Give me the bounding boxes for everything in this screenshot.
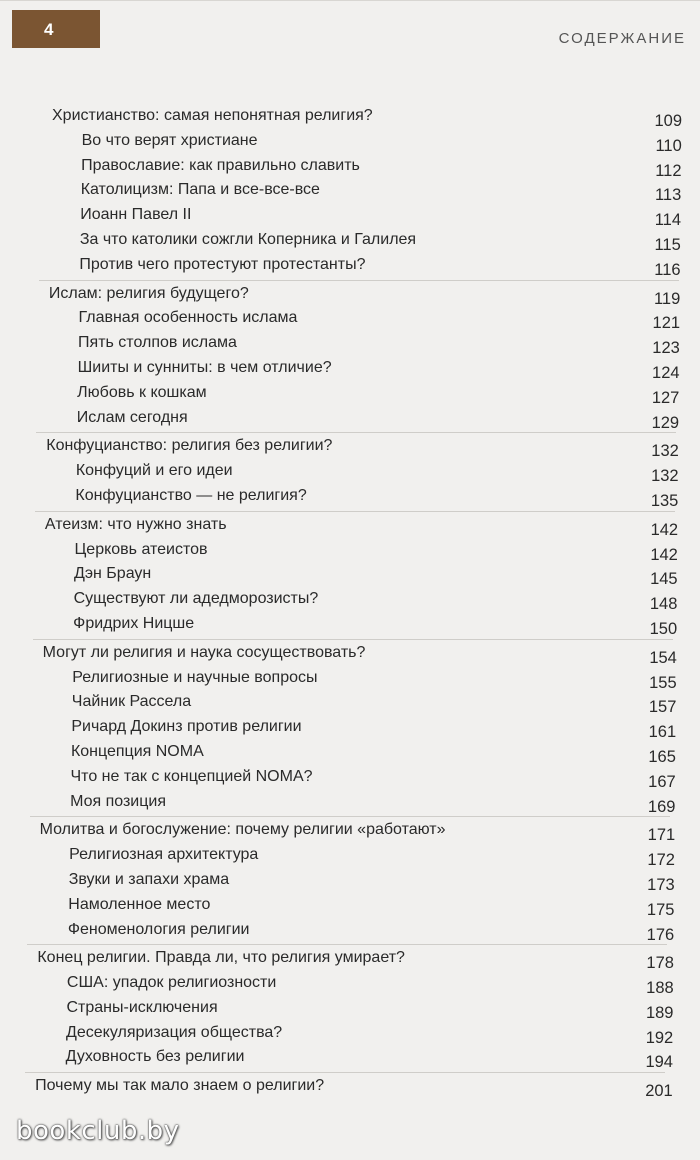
toc-section-row — [0, 460, 700, 485]
toc-chapter-title: Почему мы так мало знаем о религии? — [35, 1077, 325, 1095]
toc-section-page: 116 — [654, 260, 681, 279]
toc-section-row — [0, 894, 700, 919]
toc-section-title: Существуют ли адедморозисты? — [73, 590, 319, 608]
toc-section-page: 148 — [649, 595, 678, 614]
toc-chapter — [0, 283, 700, 432]
toc-chapter — [0, 514, 700, 638]
toc-section-title: Религиозная архитектура — [69, 846, 259, 864]
toc-chapter-row — [0, 283, 700, 308]
running-head: СОДЕРЖАНИЕ — [558, 30, 686, 47]
toc-chapter-page: 119 — [653, 289, 681, 308]
table-of-contents — [0, 105, 700, 1100]
toc-chapter-page: 201 — [645, 1082, 673, 1101]
toc-chapter-title: Могут ли религия и наука сосуществовать? — [42, 643, 366, 661]
toc-chapter-page: 109 — [654, 112, 682, 130]
toc-divider — [35, 511, 675, 512]
toc-section-row — [0, 691, 700, 716]
toc-section-page: 176 — [646, 925, 675, 944]
toc-section-title: Моя позиция — [70, 792, 166, 810]
toc-section-page: 115 — [654, 235, 681, 254]
toc-section-page: 129 — [651, 413, 680, 432]
toc-section-row — [0, 130, 700, 155]
toc-section-page: 194 — [645, 1053, 673, 1072]
toc-chapter-page: 178 — [646, 954, 674, 973]
toc-section-title: Конфуций и его идеи — [75, 462, 233, 480]
toc-section-title: Церковь атеистов — [74, 540, 208, 558]
toc-section-row — [0, 667, 700, 692]
toc-section-page: 165 — [648, 747, 676, 766]
toc-section-page: 112 — [655, 161, 682, 180]
toc-section-title: Православие: как правильно славить — [81, 156, 360, 174]
toc-section-row — [0, 791, 700, 816]
toc-section-title: США: упадок религиозности — [66, 974, 277, 992]
toc-section-title: Иоанн Павел II — [80, 206, 192, 224]
toc-section-title: Дэн Браун — [74, 565, 152, 583]
page-number: 4 — [12, 10, 100, 48]
toc-section-page: 192 — [645, 1028, 674, 1047]
toc-section-page: 161 — [648, 723, 677, 742]
toc-section-page: 113 — [654, 186, 682, 205]
toc-section-page: 173 — [647, 875, 675, 894]
toc-section-page: 157 — [648, 698, 677, 717]
toc-section-page: 135 — [650, 491, 679, 510]
toc-chapter-row — [0, 642, 700, 667]
toc-section-page: 127 — [651, 388, 680, 407]
toc-section-row — [0, 204, 700, 229]
toc-section-row — [0, 332, 700, 357]
toc-section-page: 172 — [647, 851, 675, 870]
toc-section-page: 142 — [650, 545, 678, 564]
toc-chapter — [0, 819, 700, 943]
top-edge — [0, 0, 700, 1]
toc-divider — [27, 944, 667, 945]
toc-section-row — [0, 741, 700, 766]
toc-section-row — [0, 1046, 700, 1071]
toc-section-page: 110 — [655, 136, 682, 155]
toc-section-title: Феноменология религии — [67, 920, 250, 938]
toc-section-row — [0, 563, 700, 588]
toc-section-title: Ричард Докинз против религии — [71, 718, 302, 736]
toc-chapter-row — [0, 514, 700, 539]
toc-chapter-title: Атеизм: что нужно знать — [44, 515, 227, 533]
toc-section-row — [0, 1022, 700, 1047]
toc-section-row — [0, 307, 700, 332]
toc-section-title: Фридрих Ницше — [73, 614, 195, 632]
toc-chapter-title: Конец религии. Правда ли, что религия умирает? — [37, 949, 405, 967]
toc-section-title: Намоленное место — [68, 895, 211, 913]
toc-section-row — [0, 155, 700, 180]
toc-chapter — [0, 105, 700, 279]
toc-chapter — [0, 642, 700, 816]
toc-section-row — [0, 539, 700, 564]
toc-chapter-row — [0, 947, 700, 972]
toc-section-title: Звуки и запахи храма — [68, 870, 230, 888]
toc-section-title: Пять столпов ислама — [78, 334, 237, 352]
toc-section-page: 169 — [647, 797, 676, 816]
toc-divider — [39, 280, 679, 281]
toc-section-page: 132 — [651, 467, 679, 486]
toc-divider — [33, 639, 673, 640]
toc-chapter-row — [0, 819, 700, 844]
toc-chapter-page: 132 — [651, 442, 679, 461]
toc-section-title: Ислам сегодня — [76, 408, 188, 426]
toc-section-page: 114 — [654, 211, 682, 230]
toc-section-row — [0, 972, 700, 997]
toc-chapter-page: 142 — [650, 520, 679, 539]
toc-section-title: Главная особенность ислама — [78, 309, 298, 327]
toc-chapter-title: Молитва и богослужение: почему религии «работают» — [39, 821, 446, 839]
toc-section-title: Во что верят христиане — [81, 131, 258, 149]
toc-section-row — [0, 766, 700, 791]
toc-section-title: Любовь к кошкам — [77, 383, 207, 401]
toc-section-row — [0, 869, 700, 894]
toc-section-title: Религиозные и научные вопросы — [72, 668, 318, 686]
toc-section-title: Страны-исключения — [66, 998, 218, 1016]
toc-section-row — [0, 407, 700, 432]
toc-section-row — [0, 485, 700, 510]
toc-section-title: Что не так с концепцией NOMA? — [70, 767, 313, 785]
toc-section-title: Духовность без религии — [65, 1048, 245, 1066]
toc-chapter-title: Христианство: самая непонятная религия? — [52, 107, 373, 124]
toc-chapter — [0, 947, 700, 1071]
toc-section-page: 167 — [648, 772, 676, 791]
toc-section-title: Конфуцианство — не религия? — [75, 486, 307, 504]
toc-section-page: 175 — [646, 900, 675, 919]
toc-section-title: Католицизм: Папа и все-все-все — [80, 181, 320, 199]
toc-chapter-page: 171 — [647, 826, 676, 845]
toc-section-row — [0, 997, 700, 1022]
toc-divider — [36, 432, 676, 433]
toc-section-title: Чайник Рассела — [71, 693, 192, 711]
toc-section-page: 124 — [652, 363, 680, 382]
toc-chapter-row — [0, 105, 700, 130]
watermark-logo: bookclub.by — [16, 1116, 180, 1146]
toc-section-row — [0, 919, 700, 944]
toc-section-page: 121 — [652, 314, 681, 333]
toc-chapter-page: 154 — [649, 648, 677, 667]
toc-section-title: За что католики сожгли Коперника и Галилея — [79, 230, 417, 248]
toc-section-title: Против чего протестуют протестанты? — [79, 255, 366, 273]
toc-chapter — [0, 435, 700, 509]
toc-section-row — [0, 357, 700, 382]
toc-chapter — [0, 1075, 700, 1100]
toc-section-page: 155 — [649, 673, 677, 692]
toc-chapter-row — [0, 435, 700, 460]
toc-section-row — [0, 179, 700, 204]
toc-chapter-title: Ислам: религия будущего? — [48, 284, 249, 302]
toc-section-row — [0, 254, 700, 279]
toc-section-row — [0, 613, 700, 638]
toc-section-page: 189 — [645, 1003, 674, 1022]
toc-divider — [30, 816, 670, 817]
toc-section-page: 123 — [652, 339, 680, 358]
toc-section-row — [0, 844, 700, 869]
toc-section-row — [0, 382, 700, 407]
toc-section-row — [0, 716, 700, 741]
toc-section-title: Десекуляризация общества? — [66, 1023, 283, 1041]
toc-divider — [25, 1072, 665, 1073]
toc-section-page: 145 — [650, 570, 678, 589]
toc-section-row — [0, 229, 700, 254]
toc-section-row — [0, 588, 700, 613]
toc-chapter-row — [0, 1075, 700, 1100]
toc-section-page: 188 — [646, 979, 674, 998]
toc-section-title: Концепция NOMA — [70, 742, 204, 760]
toc-section-page: 150 — [649, 619, 678, 638]
toc-section-title: Шииты и сунниты: в чем отличие? — [77, 358, 332, 376]
toc-chapter-title: Конфуцианство: религия без религии? — [46, 437, 333, 455]
